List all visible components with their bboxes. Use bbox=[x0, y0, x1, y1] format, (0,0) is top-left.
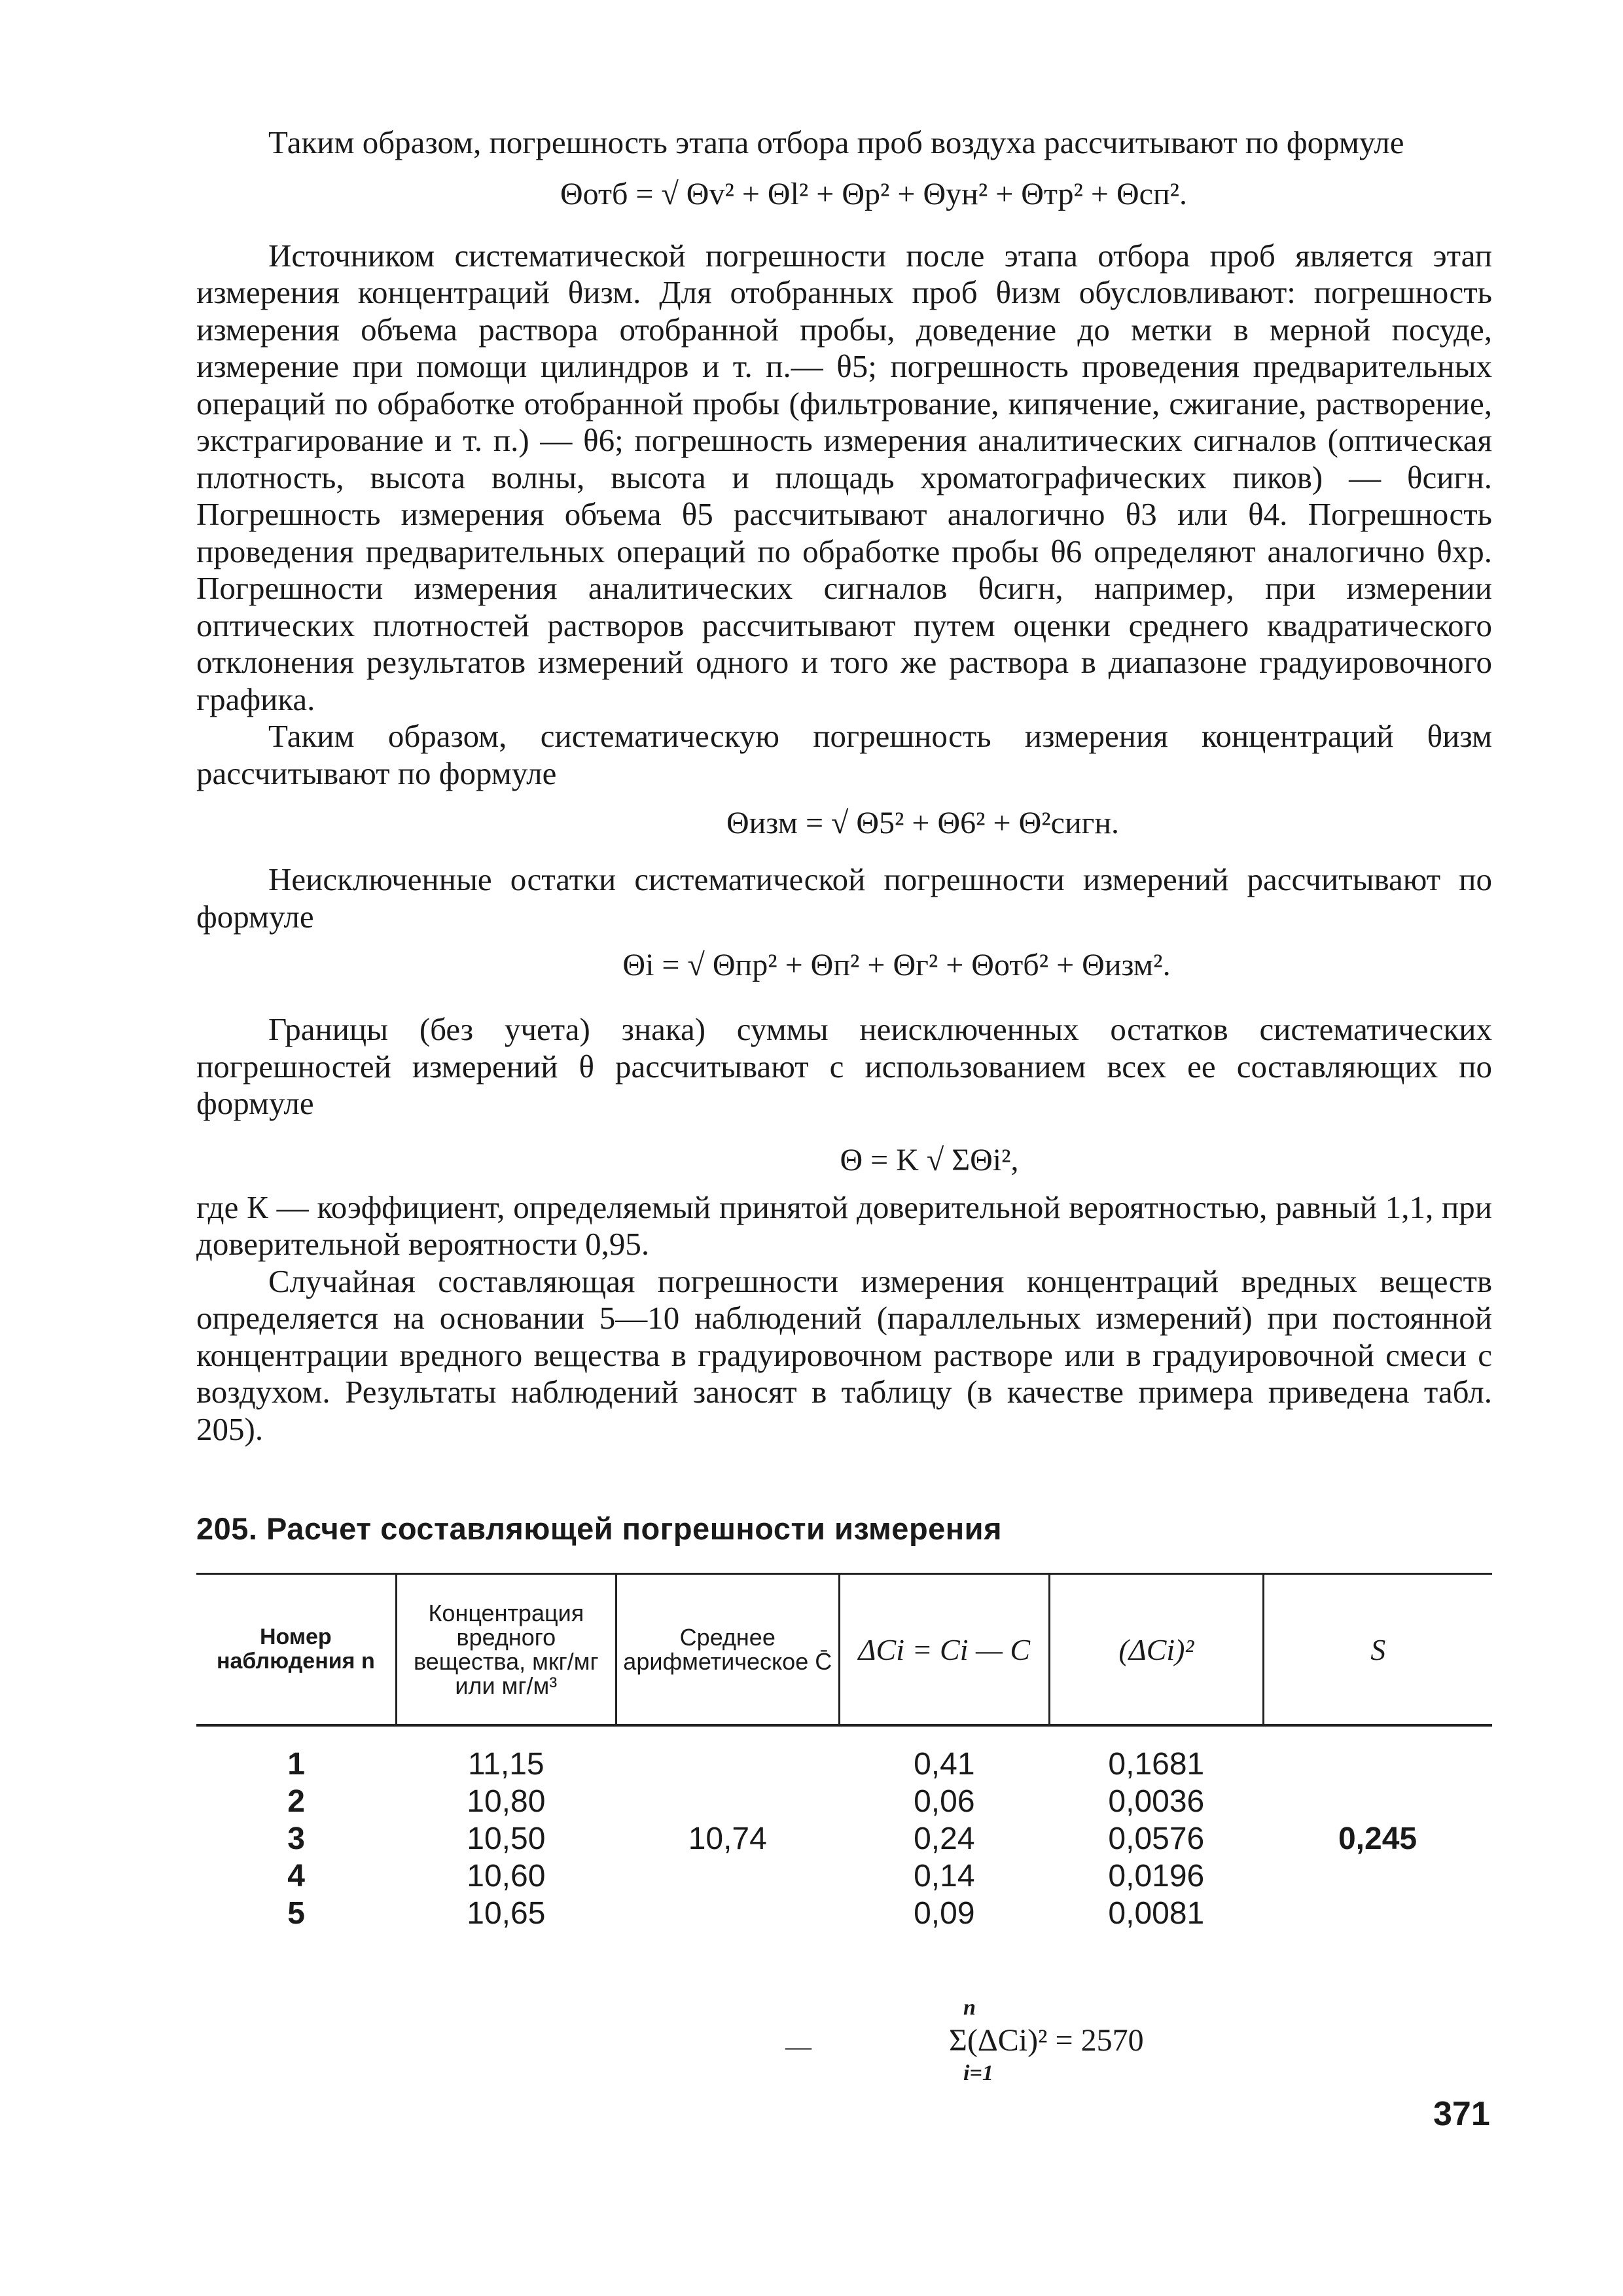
paragraph-6: где К — коэффициент, определяемый принятой доверительной вероятностью, равный 1,1, при доверительной вероятности 0,95. bbox=[196, 1189, 1492, 1262]
measurement-table bbox=[196, 1573, 1492, 1932]
sum-formula bbox=[949, 1992, 1144, 2090]
table-row bbox=[196, 1725, 1492, 1783]
table-title: 205. Расчет составляющей погрешности измерения bbox=[196, 1511, 1003, 1546]
page-content bbox=[196, 124, 1492, 2085]
header-mean: Среднее арифметическое C̄ bbox=[616, 1574, 839, 1726]
page-number: 371 bbox=[1433, 2095, 1490, 2133]
cell-n: 3 bbox=[287, 1821, 305, 1856]
paragraph-5: Границы (без учета) знака) суммы неисключенных остатков систематических погрешностей измерений θ рассчитывают с использованием всех ее составляющих по формуле bbox=[196, 1011, 1492, 1121]
cell-n: 4 bbox=[287, 1859, 305, 1893]
cell-delta-squared: 0,1681 bbox=[1108, 1747, 1205, 1782]
cell-concentration: 10,60 bbox=[467, 1859, 546, 1893]
cell-mean: 10,74 bbox=[688, 1821, 767, 1856]
cell-n: 5 bbox=[287, 1896, 305, 1931]
paragraph-7: Случайная составляющая погрешности измерения концентраций вредных веществ определяется на основании 5—10 наблюдений (параллельных измерений) при постоянной концентрации вредного вещества в градуировочном растворе или в градуировочной смеси с воздухом. Результаты наблюдений заносят в таблицу (в качестве примера приведена табл. 205). bbox=[196, 1263, 1492, 1447]
paragraph-3: Таким образом, систематическую погрешность измерения концентраций θизм рассчитывают по формуле bbox=[196, 718, 1492, 791]
cell-delta: 0,41 bbox=[914, 1747, 975, 1782]
table-dash: — bbox=[785, 2032, 812, 2061]
cell-delta-squared: 0,0036 bbox=[1108, 1784, 1205, 1819]
header-s: S bbox=[1263, 1574, 1492, 1726]
cell-n: 1 bbox=[287, 1747, 305, 1782]
cell-delta: 0,24 bbox=[914, 1821, 975, 1856]
sum-expression: Σ(ΔCi)² = 2570 bbox=[949, 2023, 1144, 2058]
cell-delta: 0,09 bbox=[914, 1896, 975, 1931]
formula-theta-sum: Θ = K √ ΣΘi², bbox=[840, 1142, 1019, 1177]
formula-theta-i: Θi = √ Θпр² + Θп² + Θг² + Θотб² + Θизм². bbox=[622, 948, 1171, 982]
cell-delta-squared: 0,0576 bbox=[1108, 1821, 1205, 1856]
sum-upper-limit: n bbox=[963, 1996, 976, 2020]
paragraph-4: Неисключенные остатки систематической погрешности измерений рассчитывают по формуле bbox=[196, 861, 1492, 935]
formula-izm: Θизм = √ Θ5² + Θ6² + Θ²сигн. bbox=[726, 806, 1120, 840]
cell-concentration: 10,65 bbox=[467, 1896, 546, 1931]
header-observation-number: Номер наблюдения n bbox=[216, 1624, 375, 1674]
header-delta-c: ΔCi = Ci — C bbox=[839, 1574, 1050, 1726]
formula-otb: Θотб = √ Θv² + Θl² + Θp² + Θун² + Θтр² + Θсп². bbox=[560, 176, 1188, 211]
cell-delta-squared: 0,0081 bbox=[1108, 1896, 1205, 1931]
cell-concentration: 10,80 bbox=[467, 1784, 546, 1819]
header-concentration: Концентрация вредного вещества, мкг/мг или мг/м³ bbox=[396, 1574, 616, 1726]
sum-lower-limit: i=1 bbox=[963, 2061, 993, 2085]
table-header-row bbox=[196, 1574, 1492, 1726]
cell-n: 2 bbox=[287, 1784, 305, 1819]
cell-delta-squared: 0,0196 bbox=[1108, 1859, 1205, 1893]
cell-delta: 0,14 bbox=[914, 1859, 975, 1893]
cell-s: 0,245 bbox=[1338, 1821, 1418, 1856]
paragraph-1: Таким образом, погрешность этапа отбора проб воздуха рассчитывают по формуле bbox=[268, 124, 1404, 160]
cell-concentration: 10,50 bbox=[467, 1821, 546, 1856]
cell-delta: 0,06 bbox=[914, 1784, 975, 1819]
table-container bbox=[196, 1573, 1492, 2085]
header-delta-c-squared: (ΔCi)² bbox=[1050, 1574, 1264, 1726]
cell-concentration: 11,15 bbox=[468, 1747, 544, 1782]
paragraph-2: Источником систематической погрешности после этапа отбора проб является этап измерения концентраций θизм. Для отобранных проб θизм обусловливают: погрешность измерения объема раствора отобранной пробы, доведение до метки в мерной посуде, измерение при помощи цилиндров и т. п.— θ5; погрешность проведения предварительных операций по обработке отобранной пробы (фильтрование, кипячение, сжигание, растворение, экстрагирование и т. п.) — θ6; погрешность измерения аналитических сигналов (оптическая плотность, высота волны, высота и площадь хроматографических пиков) — θсигн. Погрешность измерения объема θ5 рассчитывают аналогично θ3 или θ4. Погрешность проведения предварительных операций по обработке пробы θ6 определяют аналогично θхр. Погрешности измерения аналитических сигналов θсигн, например, при измерении оптических плотностей растворов рассчитывают путем оценки среднего квадратического отклонения результатов измерений одного и того же раствора в диапазоне градуировочного графика. bbox=[196, 237, 1492, 717]
